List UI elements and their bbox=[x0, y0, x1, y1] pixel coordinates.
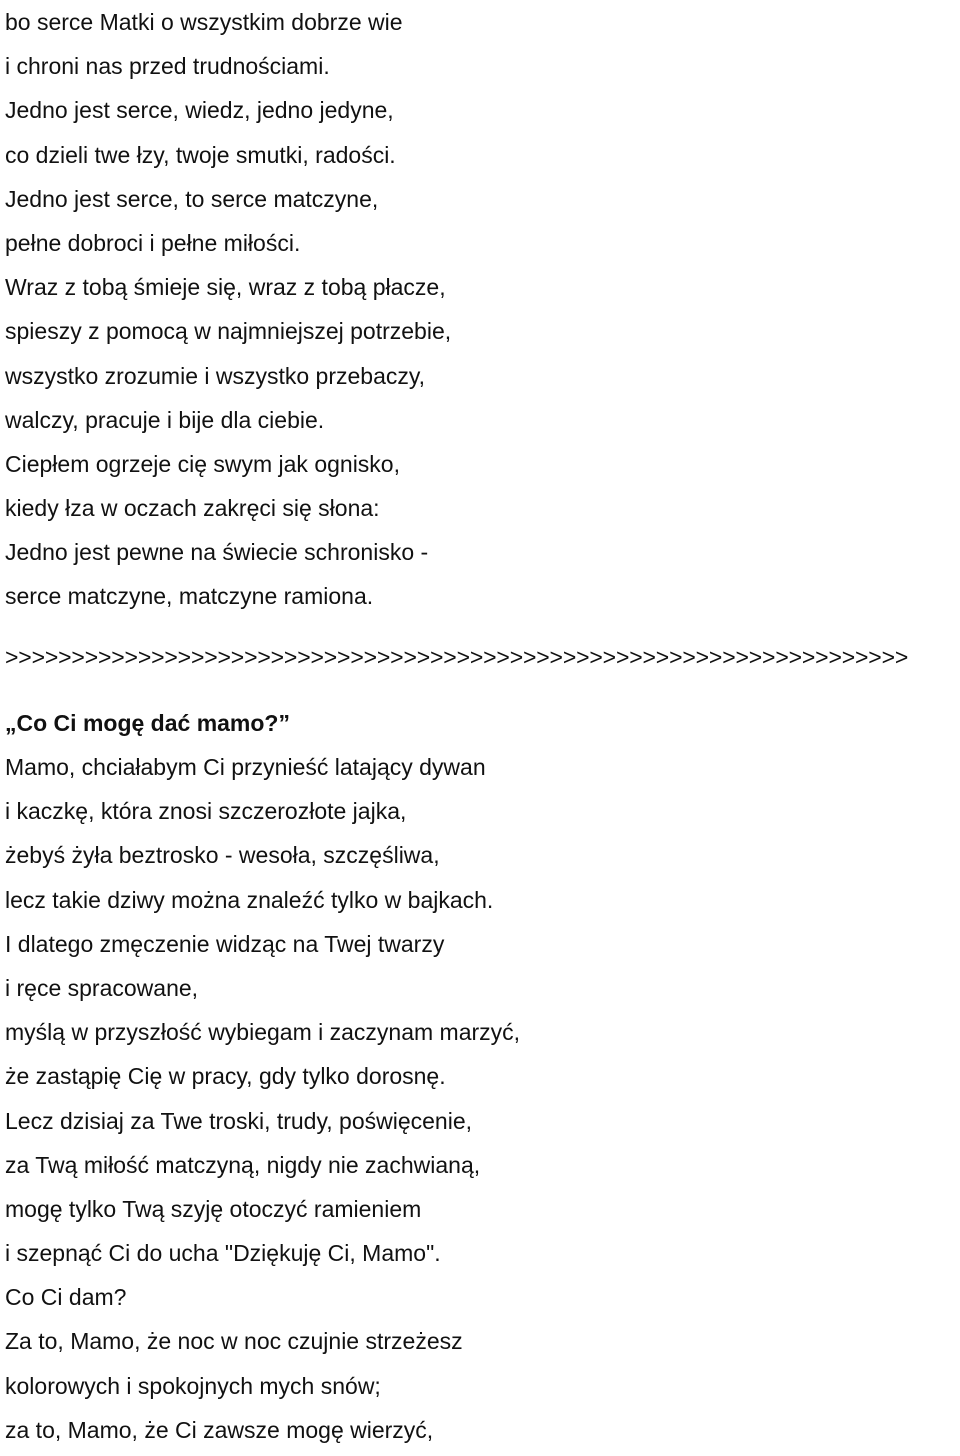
poem-line: Za to, Mamo, że noc w noc czujnie strzeżesz bbox=[5, 1328, 463, 1355]
poem-line: co dzieli twe łzy, twoje smutki, radości. bbox=[5, 141, 396, 168]
poem-line: za Twą miłość matczyną, nigdy nie zachwianą, bbox=[5, 1151, 481, 1178]
poem-line: mogę tylko Twą szyję otoczyć ramieniem bbox=[5, 1195, 422, 1222]
poem-line: Wraz z tobą śmieje się, wraz z tobą płacze, bbox=[5, 274, 446, 301]
poem-line: że zastąpię Cię w pracy, gdy tylko dorosnę. bbox=[5, 1063, 446, 1090]
poem-line: Jedno jest serce, to serce matczyne, bbox=[5, 185, 379, 212]
poem-line: Jedno jest pewne na świecie schronisko - bbox=[5, 539, 429, 566]
poem-line: serce matczyne, matczyne ramiona. bbox=[5, 583, 374, 610]
poem-line: i kaczkę, która znosi szczerozłote jajka, bbox=[5, 798, 407, 825]
poem-stanza-2 bbox=[5, 701, 955, 1452]
poem-title: „Co Ci mogę dać mamo?” bbox=[5, 709, 290, 736]
poem-line: Ciepłem ogrzeje cię swym jak ognisko, bbox=[5, 450, 400, 477]
poem-line: lecz takie dziwy można znaleźć tylko w bajkach. bbox=[5, 886, 494, 913]
poem-line: Co Ci dam? bbox=[5, 1284, 127, 1311]
poem-line: i chroni nas przed trudnościami. bbox=[5, 53, 330, 80]
poem-line: pełne dobroci i pełne miłości. bbox=[5, 229, 301, 256]
document-page bbox=[5, 0, 955, 1452]
spacer bbox=[5, 679, 955, 701]
poem-line: żebyś żyła beztrosko - wesoła, szczęśliwa, bbox=[5, 842, 440, 869]
poem-stanza-1 bbox=[5, 0, 955, 619]
poem-line: Mamo, chciałabym Ci przynieść latający dywan bbox=[5, 754, 486, 780]
poem-line: walczy, pracuje i bije dla ciebie. bbox=[5, 406, 325, 433]
poem-line: i szepnąć Ci do ucha "Dziękuję Ci, Mamo". bbox=[5, 1240, 441, 1267]
poem-line: bo serce Matki o wszystkim dobrze wie bbox=[5, 9, 403, 35]
poem-line: Jedno jest serce, wiedz, jedno jedyne, bbox=[5, 97, 394, 124]
poem-line: I dlatego zmęczenie widząc na Twej twarzy bbox=[5, 930, 445, 957]
poem-line: Lecz dzisiaj za Twe troski, trudy, poświęcenie, bbox=[5, 1107, 473, 1134]
poem-line: myślą w przyszłość wybiegam i zaczynam marzyć, bbox=[5, 1019, 521, 1046]
poem-line: kolorowych i spokojnych mych snów; bbox=[5, 1372, 381, 1399]
poem-line: i ręce spracowane, bbox=[5, 974, 199, 1001]
section-separator: >>>>>>>>>>>>>>>>>>>>>>>>>>>>>>>>>>>>>>>>>>>>>>>>>>>>>>>>>>>>>>>>>>>> bbox=[5, 643, 909, 670]
poem-line: kiedy łza w oczach zakręci się słona: bbox=[5, 495, 380, 522]
poem-line: spieszy z pomocą w najmniejszej potrzebie, bbox=[5, 318, 452, 345]
poem-line: wszystko zrozumie i wszystko przebaczy, bbox=[5, 362, 426, 389]
poem-line: za to, Mamo, że Ci zawsze mogę wierzyć, bbox=[5, 1416, 434, 1443]
